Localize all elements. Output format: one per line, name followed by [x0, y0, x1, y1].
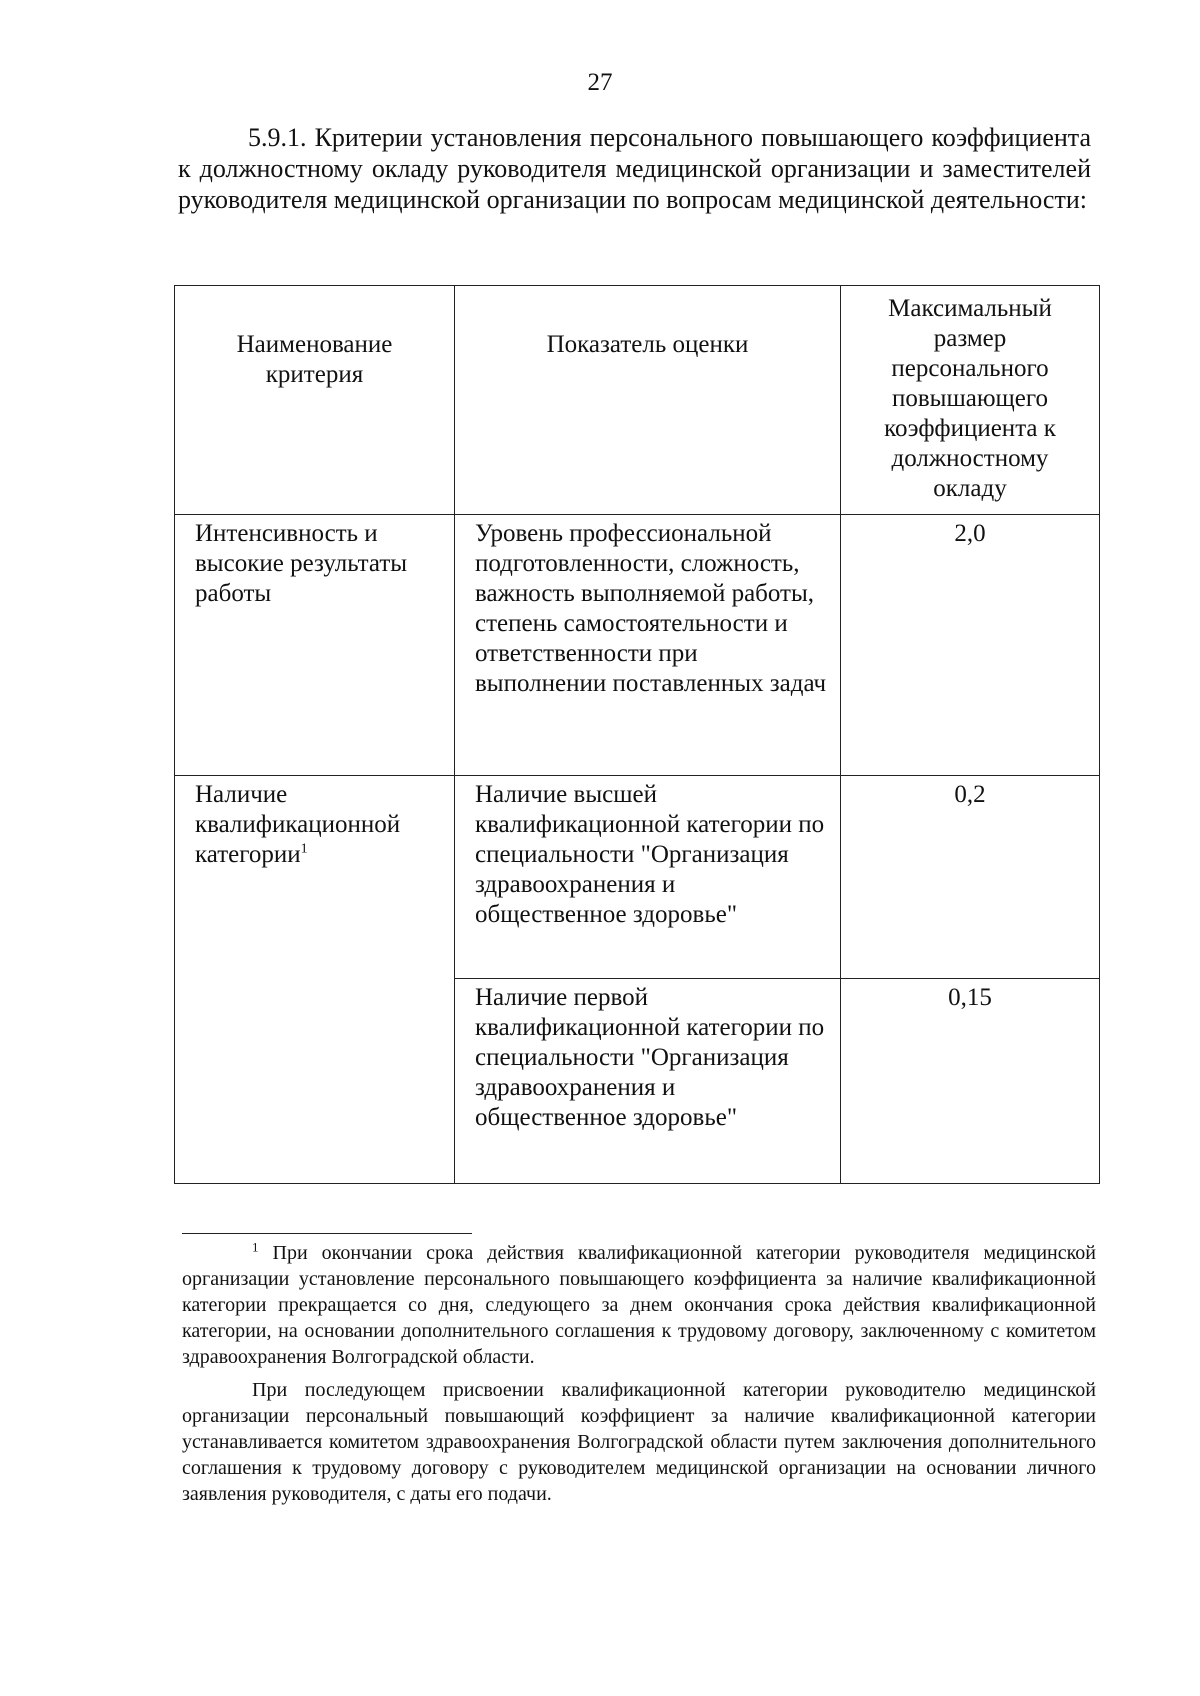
footnote-marker: 1 — [252, 1239, 259, 1255]
header-max-coefficient: Максимальный размер персонального повышающего коэффициента к должностному окладу — [841, 286, 1100, 515]
section-text: Критерии установления персонального повышающего коэффициента к должностному окладу руководителя медицинской организации и заместителей руководителя медицинской организации по вопросам медицинской деятельности: — [178, 123, 1092, 214]
criterion-cell — [175, 776, 455, 1184]
table-row — [175, 515, 1100, 776]
criteria-table — [174, 285, 1100, 1184]
table-row — [175, 776, 1100, 979]
footnote-paragraph — [182, 1240, 1096, 1370]
footnote-text: При окончании срока действия квалификационной категории руководителя медицинской организации установление персонального повышающего коэффициента за наличие квалификационной категории прекращается со дня, следующего за днем окончания срока действия квалификационной категории, на основании дополнительного соглашения к трудовому договору, заключенному с комитетом здравоохранения Волгоградской области. — [182, 1242, 1097, 1368]
criterion-text: Наличие квалификационной категории — [195, 781, 401, 868]
table-header-row — [175, 286, 1100, 515]
section-number: 5.9.1. — [248, 123, 307, 152]
indicator-cell: Наличие первой квалификационной категории по специальности "Организация здравоохранения и общественное здоровье" — [455, 979, 841, 1184]
value-cell: 0,2 — [841, 776, 1100, 979]
footnote-paragraph: При последующем присвоении квалификационной категории руководителю медицинской организации персональный повышающий коэффициент за наличие квалификационной категории устанавливается комитетом здравоохранения Волгоградской области путем заключения дополнительного соглашения к трудовому договору с руководителем медицинской организации на основании личного заявления руководителя, с даты его подачи. — [182, 1379, 1096, 1505]
footnote-divider — [182, 1233, 472, 1234]
footnote-marker: 1 — [300, 841, 308, 857]
value-cell: 2,0 — [841, 515, 1100, 776]
footnotes — [182, 1240, 1096, 1514]
criterion-cell: Интенсивность и высокие результаты работы — [175, 515, 455, 776]
page-number: 27 — [587, 69, 613, 96]
header-criterion-name: Наименование критерия — [175, 286, 455, 515]
indicator-cell: Уровень профессиональной подготовленности, сложность, важность выполняемой работы, степень самостоятельности и ответственности при выполнении поставленных задач — [455, 515, 841, 776]
header-indicator: Показатель оценки — [455, 286, 841, 515]
indicator-cell: Наличие высшей квалификационной категории по специальности "Организация здравоохранения и общественное здоровье" — [455, 776, 841, 979]
value-cell: 0,15 — [841, 979, 1100, 1184]
section-intro-paragraph — [178, 122, 1091, 215]
